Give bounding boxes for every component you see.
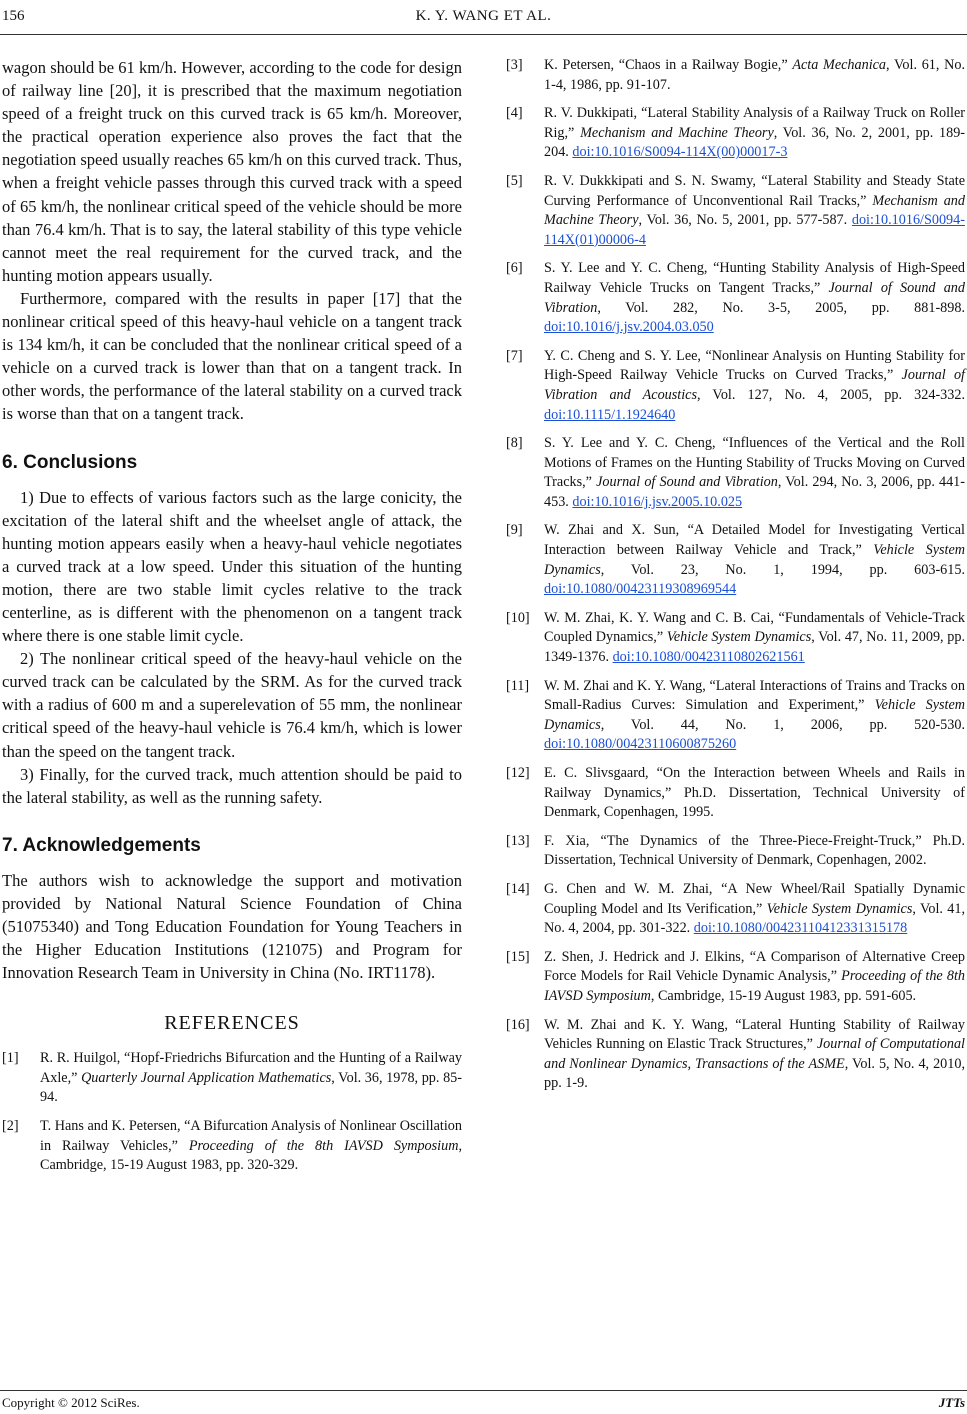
reference-citation: R. V. Dukkipati, “Lateral Stability Analysis of a Railway Truck on Roller Rig,” xyxy=(544,105,965,141)
doi-link[interactable]: doi:10.1016/S0094-114X(00)00017-3 xyxy=(572,144,788,161)
reference-number: [10] xyxy=(506,609,530,626)
doi-link[interactable]: doi:10.1080/00423110802621561 xyxy=(612,649,805,666)
doi-link[interactable]: doi:10.1080/00423110600875260 xyxy=(544,736,737,753)
reference-citation: W. Zhai and X. Sun, “A Detailed Model for Investigating Vertical Interaction between Railway Vehicle and Track,” xyxy=(544,522,965,559)
doi-link[interactable]: doi:10.1115/1.1924640 xyxy=(544,406,676,423)
paragraph: 1) Due to effects of various factors such as the large conicity, the excitation of the lateral shift and the wheelset angle of attack, the hunting motion appears easily when a heavy-haul vehicle negotiates a curved track at a low speed. Under this situation of the hunting motion, there are two stable limit cycles relative to the track centerline, as is different with the phenomenon on a tangent track where there is one stable limit cycle. xyxy=(2,487,462,646)
section-heading-conclusions: 6. Conclusions xyxy=(2,451,138,473)
reference-citation: Z. Shen, J. Hedrick and J. Elkins, “A Comparison of Alternative Creep Force Models for Rail Vehicle Dynamic Analysis,” xyxy=(544,948,965,985)
journal-abbrev: JTTs xyxy=(938,1395,965,1410)
reference-text xyxy=(544,104,965,163)
reference-item xyxy=(506,521,965,599)
reference-details: , Vol. 127, No. 4, 2005, pp. 324-332. xyxy=(696,386,965,403)
doi-link[interactable]: doi:10.1016/S0094-114X(01)00006-4 xyxy=(544,212,965,248)
paragraph: Furthermore, compared with the results in paper [17] that the nonlinear critical speed of this heavy-haul vehicle on a tangent track is 134 km/h, it can be concluded that the nonlinear critical speed of a vehicle on a curved track is lower than that on a tangent track. In other words, the performance of the lateral stability on a curved track is worse than that on a tangent track. xyxy=(2,288,462,424)
reference-list-left xyxy=(2,1049,462,1176)
reference-details: , Cambridge, 15-19 August 1983, pp. 320-329. xyxy=(40,1137,462,1174)
header-rule xyxy=(0,34,967,35)
running-head: K. Y. WANG ET AL. xyxy=(415,8,552,24)
reference-source: Vehicle System Dynamics xyxy=(666,629,812,646)
reference-citation: S. Y. Lee and Y. C. Cheng, “Influences of the Vertical and the Roll Motions of Frames on the Hunting Stability of Trucks Moving on Curved Tracks,” xyxy=(544,435,965,491)
reference-text xyxy=(544,948,965,1007)
reference-item xyxy=(506,104,965,163)
reference-citation: S. Y. Lee and Y. C. Cheng, “Hunting Stability Analysis of High-Speed Railway Vehicle Trucks on Tangent Tracks,” xyxy=(544,260,965,296)
reference-text xyxy=(544,609,965,668)
reference-item xyxy=(506,172,965,250)
reference-citation: W. M. Zhai and K. Y. Wang, “Lateral Hunting Stability of Railway Vehicles Running on Elastic Track Structures,” xyxy=(544,1016,965,1053)
right-column xyxy=(506,56,965,1103)
reference-details: , Vol. 36, 1978, pp. 85-94. xyxy=(40,1069,462,1106)
reference-source: Mechanism and Machine Theory xyxy=(544,192,965,229)
reference-item xyxy=(506,880,965,939)
reference-text xyxy=(544,347,965,425)
reference-text xyxy=(544,764,965,823)
reference-text xyxy=(544,434,965,512)
reference-item xyxy=(506,832,965,871)
reference-number: [5] xyxy=(506,172,523,189)
reference-text xyxy=(544,521,965,599)
reference-details: , Vol. 61, No. 1-4, 1986, pp. 91-107. xyxy=(544,57,965,93)
reference-source: Vehicle System Dynamics xyxy=(766,900,913,917)
paragraph: 2) The nonlinear critical speed of the heavy-haul vehicle on the curved track can be calculated by the SRM. As for the curved track with a radius of 600 m and a superelevation of 55 mm, the nonlinear critical speed of the heavy-haul vehicle is 76.4 km/h, which is lower than the speed on the tangent track. xyxy=(2,649,462,761)
reference-details: , Vol. 41, No. 4, 2004, pp. 301-322. xyxy=(544,900,965,937)
reference-source: Proceeding of the 8th IAVSD Symposium xyxy=(188,1137,459,1154)
reference-details: , Vol. 5, No. 4, 2010, pp. 1-9. xyxy=(544,1055,965,1092)
reference-details: , Vol. 36, No. 5, 2001, pp. 577-587. xyxy=(638,212,852,229)
reference-list-right xyxy=(506,56,965,1094)
reference-text xyxy=(544,56,965,95)
reference-item xyxy=(506,56,965,95)
reference-text xyxy=(40,1049,462,1108)
doi-link[interactable]: doi:10.1080/00423110412331315178 xyxy=(693,920,908,937)
reference-citation: E. C. Slivsgaard, “On the Interaction between Wheels and Rails in Railway Dynamics,” Ph.D. Dissertation, Technical University of Denmark, Copenhagen, 1995. xyxy=(544,765,965,821)
reference-text xyxy=(544,880,965,939)
reference-details: , Vol. 47, No. 11, 2009, pp. 1349-1376. xyxy=(544,629,965,666)
reference-number: [3] xyxy=(506,57,523,73)
references-heading: REFERENCES xyxy=(164,1012,300,1035)
reference-details: , Cambridge, 15-19 August 1983, pp. 591-605. xyxy=(650,987,917,1004)
doi-link[interactable]: doi:10.1080/00423119308969544 xyxy=(544,581,737,598)
reference-number: [15] xyxy=(506,948,530,965)
reference-citation: F. Xia, “The Dynamics of the Three-Piece-Freight-Truck,” Ph.D. Dissertation, Technical University of Denmark, Copenhagen, 2002. xyxy=(544,832,965,869)
reference-item xyxy=(2,1049,462,1108)
reference-number: [4] xyxy=(506,105,523,122)
reference-details: , Vol. 44, No. 1, 2006, pp. 520-530. xyxy=(600,716,965,733)
reference-number: [7] xyxy=(506,347,523,364)
reference-number: [6] xyxy=(506,260,523,277)
reference-citation: W. M. Zhai and K. Y. Wang, “Lateral Interactions of Trains and Tracks on Small-Radius Curves: Simulation and Experiment,” xyxy=(544,677,965,714)
reference-text xyxy=(544,677,965,755)
reference-source: Journal of Sound and Vibration xyxy=(596,474,778,491)
reference-source: Journal of Vibration and Acoustics xyxy=(544,367,965,403)
section-heading-acknowledgements: 7. Acknowledgements xyxy=(2,834,201,856)
reference-citation: T. Hans and K. Petersen, “A Bifurcation Analysis of Nonlinear Oscillation in Railway Vehicles,” xyxy=(40,1118,462,1154)
reference-source: Mechanism and Machine Theory xyxy=(580,124,774,141)
reference-citation: W. M. Zhai, K. Y. Wang and C. B. Cai, “Fundamentals of Vehicle-Track Coupled Dynamics,” xyxy=(544,609,965,646)
reference-source: Vehicle System Dynamics xyxy=(544,697,965,733)
reference-number: [16] xyxy=(506,1016,530,1033)
reference-item xyxy=(506,434,965,512)
reference-item xyxy=(506,764,965,823)
paragraph: wagon should be 61 km/h. However, according to the code for design of railway line [20], it is prescribed that the maximum negotiation speed of a freight truck on this curved track is 65 km/h. Moreover, the practical operation experience also proves the fact that the negotiation speed usually reaches 65 km/h on this curved track. Thus, when a freight vehicle passes through this curved track with a speed of 65 km/h, the nonlinear critical speed of the vehicle should be more than 76.4 km/h. That is to say, the lateral stability of this type vehicle cannot meet the real requirement for the curved track, and the hunting motion appears usually. xyxy=(2,58,462,285)
reference-details: , Vol. 294, No. 3, 2006, pp. 441-453. xyxy=(544,474,965,510)
reference-item xyxy=(506,609,965,668)
footer-rule xyxy=(0,1390,967,1391)
reference-source: Journal of Computational and Nonlinear Dynamics, Transactions of the ASME xyxy=(544,1036,965,1072)
paragraph: The authors wish to acknowledge the support and motivation provided by National Natural Science Foundation of China (51075340) and Tong Education Foundation for Young Teachers in the Higher Education Institutions (121075) and Program for Innovation Research Team in University in China (No. IRT1178). xyxy=(2,870,462,983)
reference-citation: Y. C. Cheng and S. Y. Lee, “Nonlinear Analysis on Hunting Stability for High-Speed Railway Vehicle Trucks on Curved Tracks,” xyxy=(544,347,965,384)
reference-number: [9] xyxy=(506,522,523,539)
reference-citation: G. Chen and W. M. Zhai, “A New Wheel/Rail Spatially Dynamic Coupling Model and Its Verification,” xyxy=(544,880,965,917)
reference-item xyxy=(506,259,965,337)
reference-number: [2] xyxy=(2,1118,19,1135)
paragraph: 3) Finally, for the curved track, much attention should be paid to the lateral stability, as well as the running safety. xyxy=(2,764,462,807)
doi-link[interactable]: doi:10.1016/j.jsv.2005.10.025 xyxy=(572,493,743,510)
reference-item xyxy=(506,347,965,425)
reference-item xyxy=(506,948,965,1007)
reference-item xyxy=(506,677,965,755)
reference-text xyxy=(544,832,965,871)
reference-details: , Vol. 282, No. 3-5, 2005, pp. 881-898. xyxy=(597,299,965,316)
reference-text xyxy=(40,1117,462,1176)
reference-number: [11] xyxy=(506,677,530,694)
reference-citation: R. V. Dukkkipati and S. N. Swamy, “Lateral Stability and Steady State Curving Performance of Unconventional Rail Tracks,” xyxy=(544,172,965,209)
reference-number: [12] xyxy=(506,765,530,781)
page-header xyxy=(0,8,967,32)
doi-link[interactable]: doi:10.1016/j.jsv.2004.03.050 xyxy=(544,319,714,336)
copyright: Copyright © 2012 SciRes. xyxy=(2,1395,140,1410)
reference-item xyxy=(2,1117,462,1176)
reference-text xyxy=(544,1016,965,1094)
page-number: 156 xyxy=(2,8,25,24)
left-column xyxy=(2,56,462,1185)
reference-number: [1] xyxy=(2,1050,19,1067)
reference-item xyxy=(506,1016,965,1094)
reference-source: Journal of Sound and Vibration xyxy=(544,279,965,316)
reference-source: Proceeding of the 8th IAVSD Symposium xyxy=(544,968,965,1004)
reference-citation: K. Petersen, “Chaos in a Railway Bogie,” xyxy=(544,57,793,73)
reference-source: Acta Mechanica xyxy=(792,57,887,73)
reference-details: , Vol. 23, No. 1, 1994, pp. 603-615. xyxy=(600,561,965,578)
reference-text xyxy=(544,259,965,337)
reference-text xyxy=(544,172,965,250)
reference-source: Quarterly Journal Application Mathematics xyxy=(81,1069,332,1086)
reference-details: , Vol. 36, No. 2, 2001, pp. 189-204. xyxy=(544,124,966,161)
reference-citation: R. R. Huilgol, “Hopf-Friedrichs Bifurcation and the Hunting of a Railway Axle,” xyxy=(40,1050,462,1086)
reference-source: Vehicle System Dynamics xyxy=(544,542,965,578)
reference-number: [13] xyxy=(506,832,530,849)
reference-number: [8] xyxy=(506,435,523,452)
reference-number: [14] xyxy=(506,880,530,897)
